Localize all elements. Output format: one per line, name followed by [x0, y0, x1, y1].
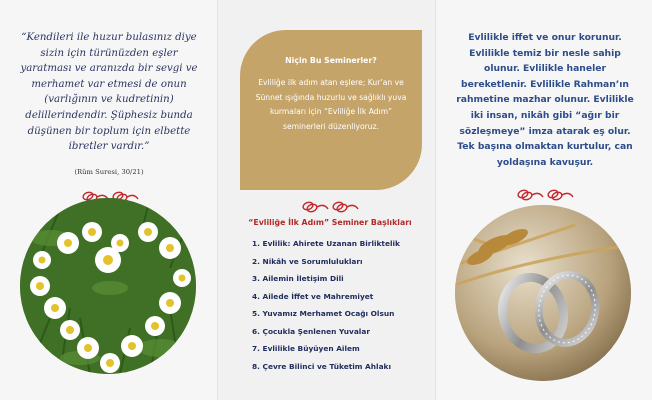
- wedding-rings-photo: [455, 205, 631, 381]
- verse-source: (Rûm Suresi, 30/21): [74, 168, 144, 176]
- fold-line: [217, 0, 218, 400]
- topic-item: 3. Ailemin İletişim Dili: [252, 274, 344, 283]
- topic-item: 4. Ailede İffet ve Mahremiyet: [252, 291, 374, 301]
- topic-item: 2. Nikâh ve Sorumlulukları: [252, 256, 363, 266]
- ring-ornament-icon: [515, 188, 575, 202]
- topics-title: “Evliliğe İlk Adım” Seminer Başlıkları: [248, 218, 412, 227]
- topics-list: [252, 235, 400, 375]
- info-box-title: Niçin Bu Seminerler?: [285, 56, 377, 65]
- topic-item: 7. Evlilikle Büyüyen Ailem: [252, 344, 360, 353]
- ring-ornament-icon: [300, 200, 360, 214]
- quran-verse-quote: “Kendileri ile huzur bulasınız diye sizin için türünüzden eşler yaratması ve aranızda bir sevgi ve merhamet var etmesi de onun (varlığının ve kudretinin) delillerindendir. Şüphesiz bunda düşünen bir toplum için elbette ibretler vardır.”: [20, 32, 198, 153]
- topic-item: 8. Çevre Bilinci ve Tüketim Ahlakı: [252, 361, 392, 371]
- fold-line: [435, 0, 436, 400]
- topic-item: 6. Çocukla Şenlenen Yuvalar: [252, 326, 370, 336]
- topic-item: 5. Yuvamız Merhamet Ocağı Olsun: [252, 309, 395, 318]
- topic-item: 1. Evlilik: Ahirete Uzanan Birliktelik: [252, 239, 400, 248]
- marriage-benefits-text: Evlilikle iffet ve onur korunur. Evlilikle temiz bir nesle sahip olunur. Evlilikle haneler bereketlenir. Evlilikle Rahman’ın rahmetine mazhar olunur. Evlilikle iki insan, nikâh gibi “ağır bir sözleşmeye” imza atarak eş olur. Tek başına olmaktan kurtulur, can yoldaşına kavuşur.: [456, 32, 634, 168]
- info-box-text: Evliliğe ilk adım atan eşlere; Kur’an ve Sünnet ışığında huzurlu ve sağlıklı yuva kurmaları için “Evliliğe İlk Adım” seminerleri düzenliyoruz.: [255, 78, 407, 131]
- daisy-heart-photo: [20, 198, 196, 374]
